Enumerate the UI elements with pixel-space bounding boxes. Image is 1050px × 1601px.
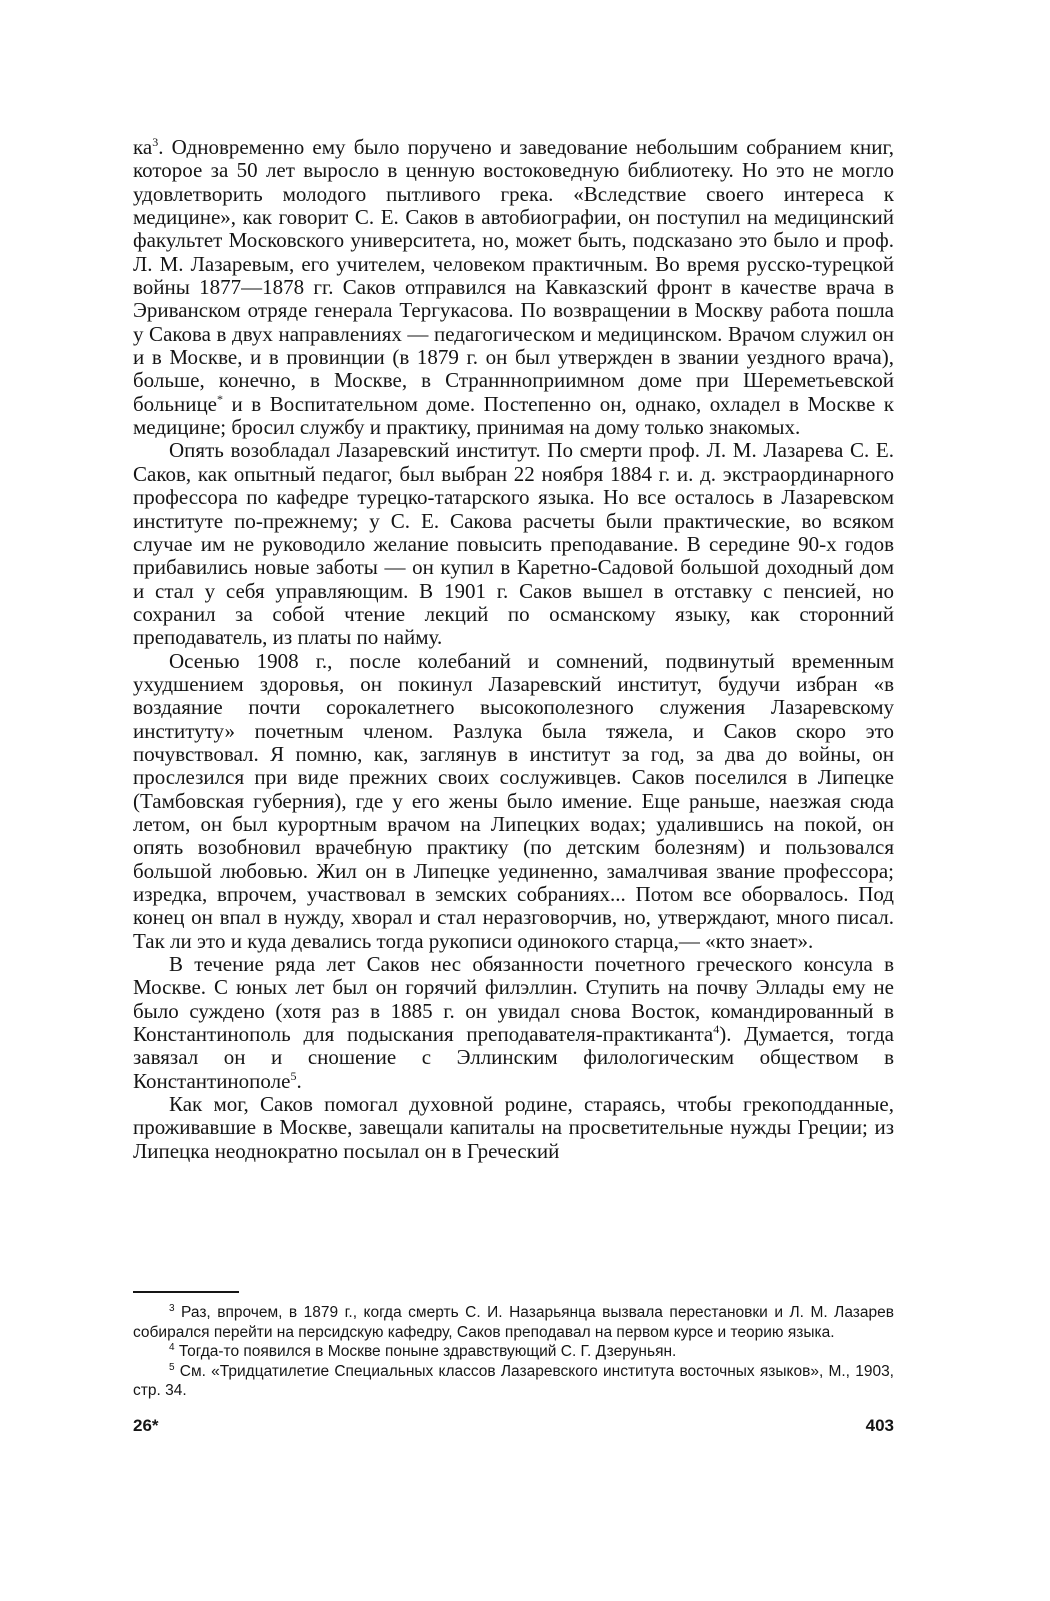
paragraph-text: ). Думается, тогда завязал он и сношение с Эллинским филологическим обществом в Константинополе	[133, 1022, 894, 1093]
printer-signature: 26*	[133, 1416, 159, 1435]
page-number: 403	[865, 1416, 894, 1435]
paragraph-5	[133, 1093, 894, 1163]
paragraph-text: .	[296, 1068, 302, 1093]
footnote-ref: *	[217, 391, 223, 406]
footnote-mark: 4	[169, 1342, 175, 1354]
paragraph-text: Осенью 1908 г., после колебаний и сомнений, подвинутый временным ухудшением здоровья, он покинул Лазаревский институт, будучи избран «в воздаяние почти сорокалетнего высокополезного служения Лазаревскому институту» почетным членом. Разлука была тяжела, и Саков скоро это почувствовал. Я помню, как, заглянув в институт за год, за два до войны, он прослезился при виде прежних своих сослуживцев. Саков поселился в Липецке (Тамбовская губерния), где у его жены было имение. Еще раньше, наезжая сюда летом, он был курортным врачом на Липецких водах; удалившись на покой, он опять возобновил врачебную практику (по детским болезням) и пользовался большой любовью. Жил он в Липецке уединенно, замалчивая звание профессора; изредка, впрочем, участвовал в земских собраниях... Потом все оборвалось. Под конец он впал в нужду, хворал и стал неразговорчив, но, утверждают, много писал. Так ли это и куда девались тогда рукописи одинокого старца,— «кто знает».	[133, 648, 894, 953]
paragraph-text: Как мог, Саков помогал духовной родине, стараясь, чтобы грекоподданные, проживавшие в Москве, завещали капиталы на просветительные нужды Греции; из Липецка неоднократно посылал он в Греческий	[133, 1092, 894, 1163]
footnote-divider	[133, 1291, 239, 1293]
footnote-3	[133, 1303, 894, 1342]
paragraph-text: Опять возобладал Лазаревский институт. По смерти проф. Л. М. Лазарева С. Е. Саков, как опытный педагог, был выбран 22 ноября 1884 г. и. д. экстраординарного профессора по кафедре турецко-татарского языка. Но все осталось в Лазаревском институте по-прежнему; у С. Е. Сакова расчеты были практические, во всяком случае им не руководило желание повысить преподавание. В середине 90-х годов прибавились новые заботы — он купил в Каретно-Садовой большой доходный дом и стал у себя управляющим. В 1901 г. Саков вышел в отставку с пенсией, но сохранил за собой чтение лекций по османскому языку, как сторонний преподаватель, из платы по найму.	[133, 438, 894, 650]
footnote-ref: 4	[713, 1022, 720, 1037]
footnote-text: См. «Тридцатилетие Специальных классов Лазаревского института восточных языков», М., 1903, стр. 34.	[133, 1362, 894, 1400]
footnote-text: Тогда-то появился в Москве поныне здравствующий С. Г. Дзеруньян.	[174, 1343, 677, 1361]
main-text	[133, 136, 894, 1163]
footnote-5	[133, 1362, 894, 1401]
footnote-mark: 5	[169, 1361, 175, 1373]
paragraph-2	[133, 439, 894, 649]
footnote-text: Раз, впрочем, в 1879 г., когда смерть С. И. Назарьянца вызвала перестановки и Л. М. Лазарев собирался перейти на персидскую кафедру, Саков преподавал на первом курсе и теорию языка.	[133, 1304, 894, 1341]
paragraph-1	[133, 136, 894, 439]
footnotes	[133, 1303, 894, 1401]
paragraph-3	[133, 650, 894, 953]
paragraph-text: . Одновременно ему было поручено и заведование небольшим собранием книг, которое за 50 лет выросло в ценную востоковедную библиотеку. Но это не могло удовлетворить молодого пытливого грека. «Вследствие своего интереса к медицине», как говорит С. Е. Саков в автобиографии, он поступил на медицинский факультет Московского университета, но, может быть, подсказано это было и проф. Л. М. Лазаревым, его учителем, человеком практичным. Во время русско-турецкой войны 1877—1878 гг. Саков отправился на Кавказский фронт в качестве врача в Эриванском отряде генерала Тергукасова. По возвращении в Москву работа пошла у Сакова в двух направлениях — педагогическом и медицинском. Врачом служил он и в Москве, и в провинции (в 1879 г. он был утвержден в звании уездного врача), больше, конечно, в Москве, в Страннноприимном доме при Шереметьевской больнице	[133, 135, 894, 416]
paragraph-text: и в Воспитательном доме. Постепенно он, однако, охладел в Москве к медицине; бросил службу и практику, принимая на дому только знакомых.	[133, 391, 894, 440]
paragraph-text: ка	[133, 135, 153, 159]
footnote-ref: 5	[290, 1068, 297, 1083]
footnote-ref: 3	[152, 135, 159, 149]
paragraph-4	[133, 953, 894, 1093]
footnote-mark: 3	[169, 1302, 175, 1314]
footnote-4	[133, 1342, 894, 1362]
paragraph-text: В течение ряда лет Саков нес обязанности почетного греческого консула в Москве. С юных лет был он горячий филэллин. Ступить на почву Эллады ему не было суждено (хотя раз в 1885 г. он увидал снова Восток, командированный в Константинополь для подыскания преподавателя-практиканта	[133, 952, 894, 1047]
